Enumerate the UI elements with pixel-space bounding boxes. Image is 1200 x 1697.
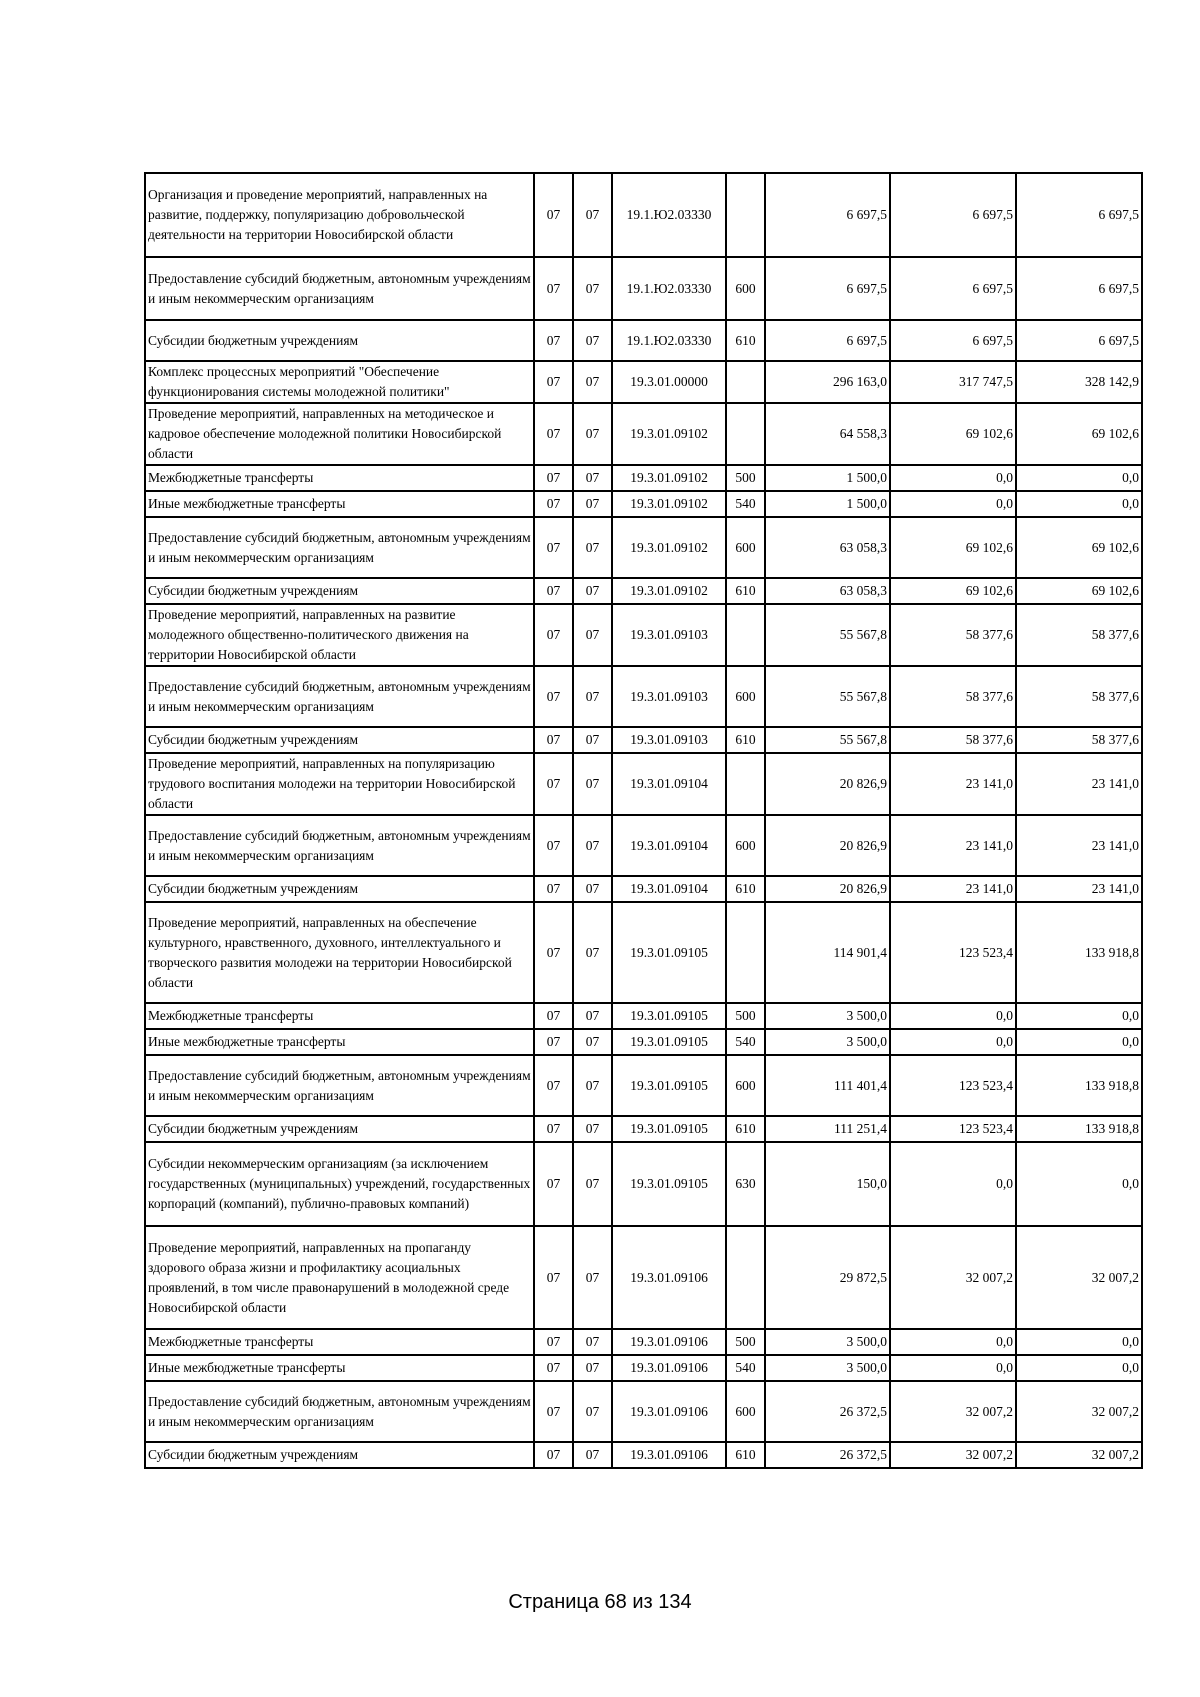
row-subsection: 07 xyxy=(573,1029,612,1055)
row-section: 07 xyxy=(534,491,573,517)
row-amount-year2: 58 377,6 xyxy=(890,727,1016,753)
row-target-code: 19.3.01.09102 xyxy=(612,517,726,578)
row-name: Субсидии бюджетным учреждениям xyxy=(145,320,534,361)
row-subsection: 07 xyxy=(573,666,612,727)
row-amount-year3: 6 697,5 xyxy=(1016,257,1142,320)
row-amount-year3: 0,0 xyxy=(1016,491,1142,517)
row-target-code: 19.3.01.09104 xyxy=(612,815,726,876)
row-section: 07 xyxy=(534,902,573,1003)
row-amount-year1: 29 872,5 xyxy=(765,1226,890,1329)
row-amount-year3: 0,0 xyxy=(1016,1329,1142,1355)
page-number: Страница 68 из 134 xyxy=(508,1591,692,1613)
row-amount-year1: 20 826,9 xyxy=(765,753,890,815)
row-target-code: 19.3.01.09102 xyxy=(612,491,726,517)
row-amount-year2: 0,0 xyxy=(890,491,1016,517)
row-amount-year3: 133 918,8 xyxy=(1016,1116,1142,1142)
row-amount-year2: 6 697,5 xyxy=(890,173,1016,257)
row-target-code: 19.1.Ю2.03330 xyxy=(612,173,726,257)
row-name: Проведение мероприятий, направленных на обеспечение культурного, нравственного, духовного, интеллектуального и творческого развития молодежи на территории Новосибирской области xyxy=(145,902,534,1003)
table-row xyxy=(145,465,1142,491)
row-amount-year2: 0,0 xyxy=(890,1029,1016,1055)
row-name: Субсидии бюджетным учреждениям xyxy=(145,1116,534,1142)
row-amount-year1: 26 372,5 xyxy=(765,1381,890,1442)
row-section: 07 xyxy=(534,876,573,902)
row-subsection: 07 xyxy=(573,753,612,815)
row-subsection: 07 xyxy=(573,1055,612,1116)
row-subsection: 07 xyxy=(573,578,612,604)
row-section: 07 xyxy=(534,1116,573,1142)
row-amount-year2: 0,0 xyxy=(890,1003,1016,1029)
row-subsection: 07 xyxy=(573,491,612,517)
row-amount-year2: 58 377,6 xyxy=(890,604,1016,666)
row-target-code: 19.3.01.09102 xyxy=(612,578,726,604)
row-amount-year2: 32 007,2 xyxy=(890,1442,1016,1468)
row-section: 07 xyxy=(534,403,573,465)
row-expense-type xyxy=(726,753,765,815)
row-amount-year2: 123 523,4 xyxy=(890,1055,1016,1116)
row-target-code: 19.3.01.09106 xyxy=(612,1442,726,1468)
row-amount-year1: 55 567,8 xyxy=(765,604,890,666)
row-expense-type: 500 xyxy=(726,1329,765,1355)
row-section: 07 xyxy=(534,666,573,727)
row-amount-year1: 6 697,5 xyxy=(765,173,890,257)
row-name: Предоставление субсидий бюджетным, автономным учреждениям и иным некоммерческим организациям xyxy=(145,257,534,320)
row-expense-type xyxy=(726,902,765,1003)
row-amount-year2: 6 697,5 xyxy=(890,257,1016,320)
row-amount-year3: 0,0 xyxy=(1016,465,1142,491)
row-name: Комплекс процессных мероприятий "Обеспечение функционирования системы молодежной политики" xyxy=(145,361,534,403)
row-amount-year3: 69 102,6 xyxy=(1016,578,1142,604)
row-name: Проведение мероприятий, направленных на методическое и кадровое обеспечение молодежной политики Новосибирской области xyxy=(145,403,534,465)
row-expense-type: 600 xyxy=(726,815,765,876)
row-name: Субсидии бюджетным учреждениям xyxy=(145,1442,534,1468)
row-subsection: 07 xyxy=(573,173,612,257)
row-amount-year2: 32 007,2 xyxy=(890,1381,1016,1442)
row-name: Субсидии бюджетным учреждениям xyxy=(145,578,534,604)
row-subsection: 07 xyxy=(573,876,612,902)
row-name: Субсидии некоммерческим организациям (за исключением государственных (муниципальных) учреждений, государственных корпораций (компаний), публично-правовых компаний) xyxy=(145,1142,534,1226)
row-expense-type xyxy=(726,361,765,403)
row-name: Проведение мероприятий, направленных на пропаганду здорового образа жизни и профилактику асоциальных проявлений, в том числе правонарушений в молодежной среде Новосибирской области xyxy=(145,1226,534,1329)
row-amount-year2: 23 141,0 xyxy=(890,815,1016,876)
row-target-code: 19.3.01.09104 xyxy=(612,876,726,902)
row-target-code: 19.3.01.09106 xyxy=(612,1329,726,1355)
row-subsection: 07 xyxy=(573,517,612,578)
row-amount-year1: 150,0 xyxy=(765,1142,890,1226)
row-expense-type: 600 xyxy=(726,1055,765,1116)
row-expense-type: 600 xyxy=(726,1381,765,1442)
table-row xyxy=(145,1055,1142,1116)
row-subsection: 07 xyxy=(573,815,612,876)
row-target-code: 19.3.01.09105 xyxy=(612,1003,726,1029)
row-amount-year3: 32 007,2 xyxy=(1016,1381,1142,1442)
table-row xyxy=(145,320,1142,361)
table-row xyxy=(145,1226,1142,1329)
row-amount-year3: 0,0 xyxy=(1016,1003,1142,1029)
row-expense-type: 610 xyxy=(726,578,765,604)
table-row xyxy=(145,361,1142,403)
row-expense-type: 500 xyxy=(726,465,765,491)
row-name: Межбюджетные трансферты xyxy=(145,465,534,491)
row-name: Проведение мероприятий, направленных на популяризацию трудового воспитания молодежи на территории Новосибирской области xyxy=(145,753,534,815)
row-subsection: 07 xyxy=(573,604,612,666)
row-target-code: 19.3.01.09104 xyxy=(612,753,726,815)
row-subsection: 07 xyxy=(573,1116,612,1142)
row-section: 07 xyxy=(534,578,573,604)
row-name: Предоставление субсидий бюджетным, автономным учреждениям и иным некоммерческим организациям xyxy=(145,815,534,876)
row-subsection: 07 xyxy=(573,1442,612,1468)
row-subsection: 07 xyxy=(573,1142,612,1226)
row-amount-year2: 32 007,2 xyxy=(890,1226,1016,1329)
row-amount-year1: 3 500,0 xyxy=(765,1029,890,1055)
row-expense-type: 610 xyxy=(726,320,765,361)
row-section: 07 xyxy=(534,1329,573,1355)
row-section: 07 xyxy=(534,753,573,815)
row-amount-year3: 6 697,5 xyxy=(1016,173,1142,257)
row-amount-year1: 55 567,8 xyxy=(765,666,890,727)
row-target-code: 19.3.01.09106 xyxy=(612,1381,726,1442)
row-amount-year2: 23 141,0 xyxy=(890,876,1016,902)
row-amount-year2: 0,0 xyxy=(890,1142,1016,1226)
row-section: 07 xyxy=(534,1142,573,1226)
row-amount-year3: 0,0 xyxy=(1016,1355,1142,1381)
table-row xyxy=(145,1142,1142,1226)
row-amount-year1: 114 901,4 xyxy=(765,902,890,1003)
row-section: 07 xyxy=(534,727,573,753)
row-amount-year2: 69 102,6 xyxy=(890,578,1016,604)
row-amount-year2: 69 102,6 xyxy=(890,517,1016,578)
row-section: 07 xyxy=(534,815,573,876)
row-expense-type: 600 xyxy=(726,257,765,320)
row-section: 07 xyxy=(534,1442,573,1468)
row-subsection: 07 xyxy=(573,1329,612,1355)
row-target-code: 19.3.01.09103 xyxy=(612,727,726,753)
row-expense-type: 610 xyxy=(726,727,765,753)
row-amount-year3: 58 377,6 xyxy=(1016,666,1142,727)
row-section: 07 xyxy=(534,1355,573,1381)
row-expense-type: 600 xyxy=(726,666,765,727)
row-expense-type xyxy=(726,173,765,257)
table-row xyxy=(145,257,1142,320)
row-section: 07 xyxy=(534,465,573,491)
row-section: 07 xyxy=(534,1055,573,1116)
row-target-code: 19.3.01.09105 xyxy=(612,1116,726,1142)
row-target-code: 19.1.Ю2.03330 xyxy=(612,257,726,320)
row-subsection: 07 xyxy=(573,1226,612,1329)
budget-table xyxy=(144,172,1143,1469)
table-row xyxy=(145,727,1142,753)
row-target-code: 19.3.01.09105 xyxy=(612,902,726,1003)
row-amount-year1: 1 500,0 xyxy=(765,465,890,491)
row-expense-type xyxy=(726,604,765,666)
row-name: Межбюджетные трансферты xyxy=(145,1003,534,1029)
row-name: Проведение мероприятий, направленных на развитие молодежного общественно-политического движения на территории Новосибирской области xyxy=(145,604,534,666)
row-amount-year2: 58 377,6 xyxy=(890,666,1016,727)
table-row xyxy=(145,1355,1142,1381)
row-name: Организация и проведение мероприятий, направленных на развитие, поддержку, популяризацию добровольческой деятельности на территории Новосибирской области xyxy=(145,173,534,257)
row-subsection: 07 xyxy=(573,361,612,403)
row-section: 07 xyxy=(534,257,573,320)
row-expense-type: 610 xyxy=(726,1116,765,1142)
row-section: 07 xyxy=(534,361,573,403)
row-section: 07 xyxy=(534,517,573,578)
row-target-code: 19.3.01.09103 xyxy=(612,666,726,727)
table-row xyxy=(145,666,1142,727)
row-amount-year3: 69 102,6 xyxy=(1016,403,1142,465)
table-row xyxy=(145,517,1142,578)
row-name: Предоставление субсидий бюджетным, автономным учреждениям и иным некоммерческим организациям xyxy=(145,666,534,727)
row-expense-type: 540 xyxy=(726,1029,765,1055)
row-section: 07 xyxy=(534,173,573,257)
table-row xyxy=(145,1329,1142,1355)
row-amount-year3: 58 377,6 xyxy=(1016,727,1142,753)
row-amount-year2: 0,0 xyxy=(890,1329,1016,1355)
row-expense-type: 610 xyxy=(726,876,765,902)
row-subsection: 07 xyxy=(573,727,612,753)
row-expense-type: 630 xyxy=(726,1142,765,1226)
row-subsection: 07 xyxy=(573,403,612,465)
row-expense-type: 540 xyxy=(726,1355,765,1381)
row-name: Субсидии бюджетным учреждениям xyxy=(145,727,534,753)
row-amount-year2: 317 747,5 xyxy=(890,361,1016,403)
table-row xyxy=(145,403,1142,465)
row-amount-year1: 3 500,0 xyxy=(765,1355,890,1381)
row-amount-year3: 328 142,9 xyxy=(1016,361,1142,403)
row-amount-year1: 296 163,0 xyxy=(765,361,890,403)
row-amount-year3: 0,0 xyxy=(1016,1142,1142,1226)
table-row xyxy=(145,876,1142,902)
row-amount-year1: 6 697,5 xyxy=(765,257,890,320)
table-row xyxy=(145,1003,1142,1029)
table-row xyxy=(145,491,1142,517)
row-amount-year1: 20 826,9 xyxy=(765,815,890,876)
table-row xyxy=(145,173,1142,257)
row-name: Иные межбюджетные трансферты xyxy=(145,491,534,517)
row-expense-type: 610 xyxy=(726,1442,765,1468)
row-amount-year2: 23 141,0 xyxy=(890,753,1016,815)
table-row xyxy=(145,902,1142,1003)
row-amount-year3: 0,0 xyxy=(1016,1029,1142,1055)
row-subsection: 07 xyxy=(573,320,612,361)
row-target-code: 19.3.01.00000 xyxy=(612,361,726,403)
row-name: Иные межбюджетные трансферты xyxy=(145,1029,534,1055)
row-section: 07 xyxy=(534,1381,573,1442)
row-amount-year1: 3 500,0 xyxy=(765,1329,890,1355)
row-amount-year3: 6 697,5 xyxy=(1016,320,1142,361)
row-section: 07 xyxy=(534,320,573,361)
table-row xyxy=(145,753,1142,815)
table-row xyxy=(145,1116,1142,1142)
row-target-code: 19.3.01.09102 xyxy=(612,403,726,465)
row-amount-year3: 23 141,0 xyxy=(1016,876,1142,902)
row-expense-type xyxy=(726,1226,765,1329)
row-subsection: 07 xyxy=(573,902,612,1003)
row-target-code: 19.1.Ю2.03330 xyxy=(612,320,726,361)
row-expense-type xyxy=(726,403,765,465)
row-amount-year1: 111 251,4 xyxy=(765,1116,890,1142)
row-amount-year2: 123 523,4 xyxy=(890,1116,1016,1142)
row-subsection: 07 xyxy=(573,1003,612,1029)
row-amount-year1: 1 500,0 xyxy=(765,491,890,517)
row-amount-year3: 69 102,6 xyxy=(1016,517,1142,578)
row-section: 07 xyxy=(534,1003,573,1029)
row-name: Иные межбюджетные трансферты xyxy=(145,1355,534,1381)
row-subsection: 07 xyxy=(573,257,612,320)
row-name: Предоставление субсидий бюджетным, автономным учреждениям и иным некоммерческим организациям xyxy=(145,1381,534,1442)
row-amount-year2: 69 102,6 xyxy=(890,403,1016,465)
row-target-code: 19.3.01.09102 xyxy=(612,465,726,491)
row-expense-type: 500 xyxy=(726,1003,765,1029)
row-amount-year1: 26 372,5 xyxy=(765,1442,890,1468)
row-amount-year2: 6 697,5 xyxy=(890,320,1016,361)
row-amount-year3: 23 141,0 xyxy=(1016,815,1142,876)
table-row xyxy=(145,1381,1142,1442)
table-row xyxy=(145,1029,1142,1055)
row-amount-year1: 63 058,3 xyxy=(765,578,890,604)
row-amount-year3: 133 918,8 xyxy=(1016,902,1142,1003)
row-amount-year1: 20 826,9 xyxy=(765,876,890,902)
row-amount-year3: 32 007,2 xyxy=(1016,1226,1142,1329)
row-amount-year1: 3 500,0 xyxy=(765,1003,890,1029)
row-amount-year3: 58 377,6 xyxy=(1016,604,1142,666)
row-name: Субсидии бюджетным учреждениям xyxy=(145,876,534,902)
row-subsection: 07 xyxy=(573,465,612,491)
row-amount-year1: 63 058,3 xyxy=(765,517,890,578)
row-target-code: 19.3.01.09103 xyxy=(612,604,726,666)
row-subsection: 07 xyxy=(573,1381,612,1442)
row-section: 07 xyxy=(534,1029,573,1055)
row-name: Межбюджетные трансферты xyxy=(145,1329,534,1355)
row-expense-type: 600 xyxy=(726,517,765,578)
row-amount-year2: 123 523,4 xyxy=(890,902,1016,1003)
row-section: 07 xyxy=(534,1226,573,1329)
table-row xyxy=(145,815,1142,876)
row-target-code: 19.3.01.09105 xyxy=(612,1029,726,1055)
row-amount-year1: 6 697,5 xyxy=(765,320,890,361)
row-amount-year1: 64 558,3 xyxy=(765,403,890,465)
row-target-code: 19.3.01.09106 xyxy=(612,1226,726,1329)
row-expense-type: 540 xyxy=(726,491,765,517)
row-target-code: 19.3.01.09105 xyxy=(612,1055,726,1116)
row-target-code: 19.3.01.09105 xyxy=(612,1142,726,1226)
row-amount-year3: 23 141,0 xyxy=(1016,753,1142,815)
row-name: Предоставление субсидий бюджетным, автономным учреждениям и иным некоммерческим организациям xyxy=(145,517,534,578)
row-amount-year2: 0,0 xyxy=(890,465,1016,491)
table-row xyxy=(145,578,1142,604)
row-target-code: 19.3.01.09106 xyxy=(612,1355,726,1381)
row-name: Предоставление субсидий бюджетным, автономным учреждениям и иным некоммерческим организациям xyxy=(145,1055,534,1116)
row-amount-year1: 55 567,8 xyxy=(765,727,890,753)
table-row xyxy=(145,1442,1142,1468)
table-row xyxy=(145,604,1142,666)
row-amount-year3: 133 918,8 xyxy=(1016,1055,1142,1116)
row-amount-year2: 0,0 xyxy=(890,1355,1016,1381)
row-amount-year1: 111 401,4 xyxy=(765,1055,890,1116)
row-amount-year3: 32 007,2 xyxy=(1016,1442,1142,1468)
row-section: 07 xyxy=(534,604,573,666)
row-subsection: 07 xyxy=(573,1355,612,1381)
